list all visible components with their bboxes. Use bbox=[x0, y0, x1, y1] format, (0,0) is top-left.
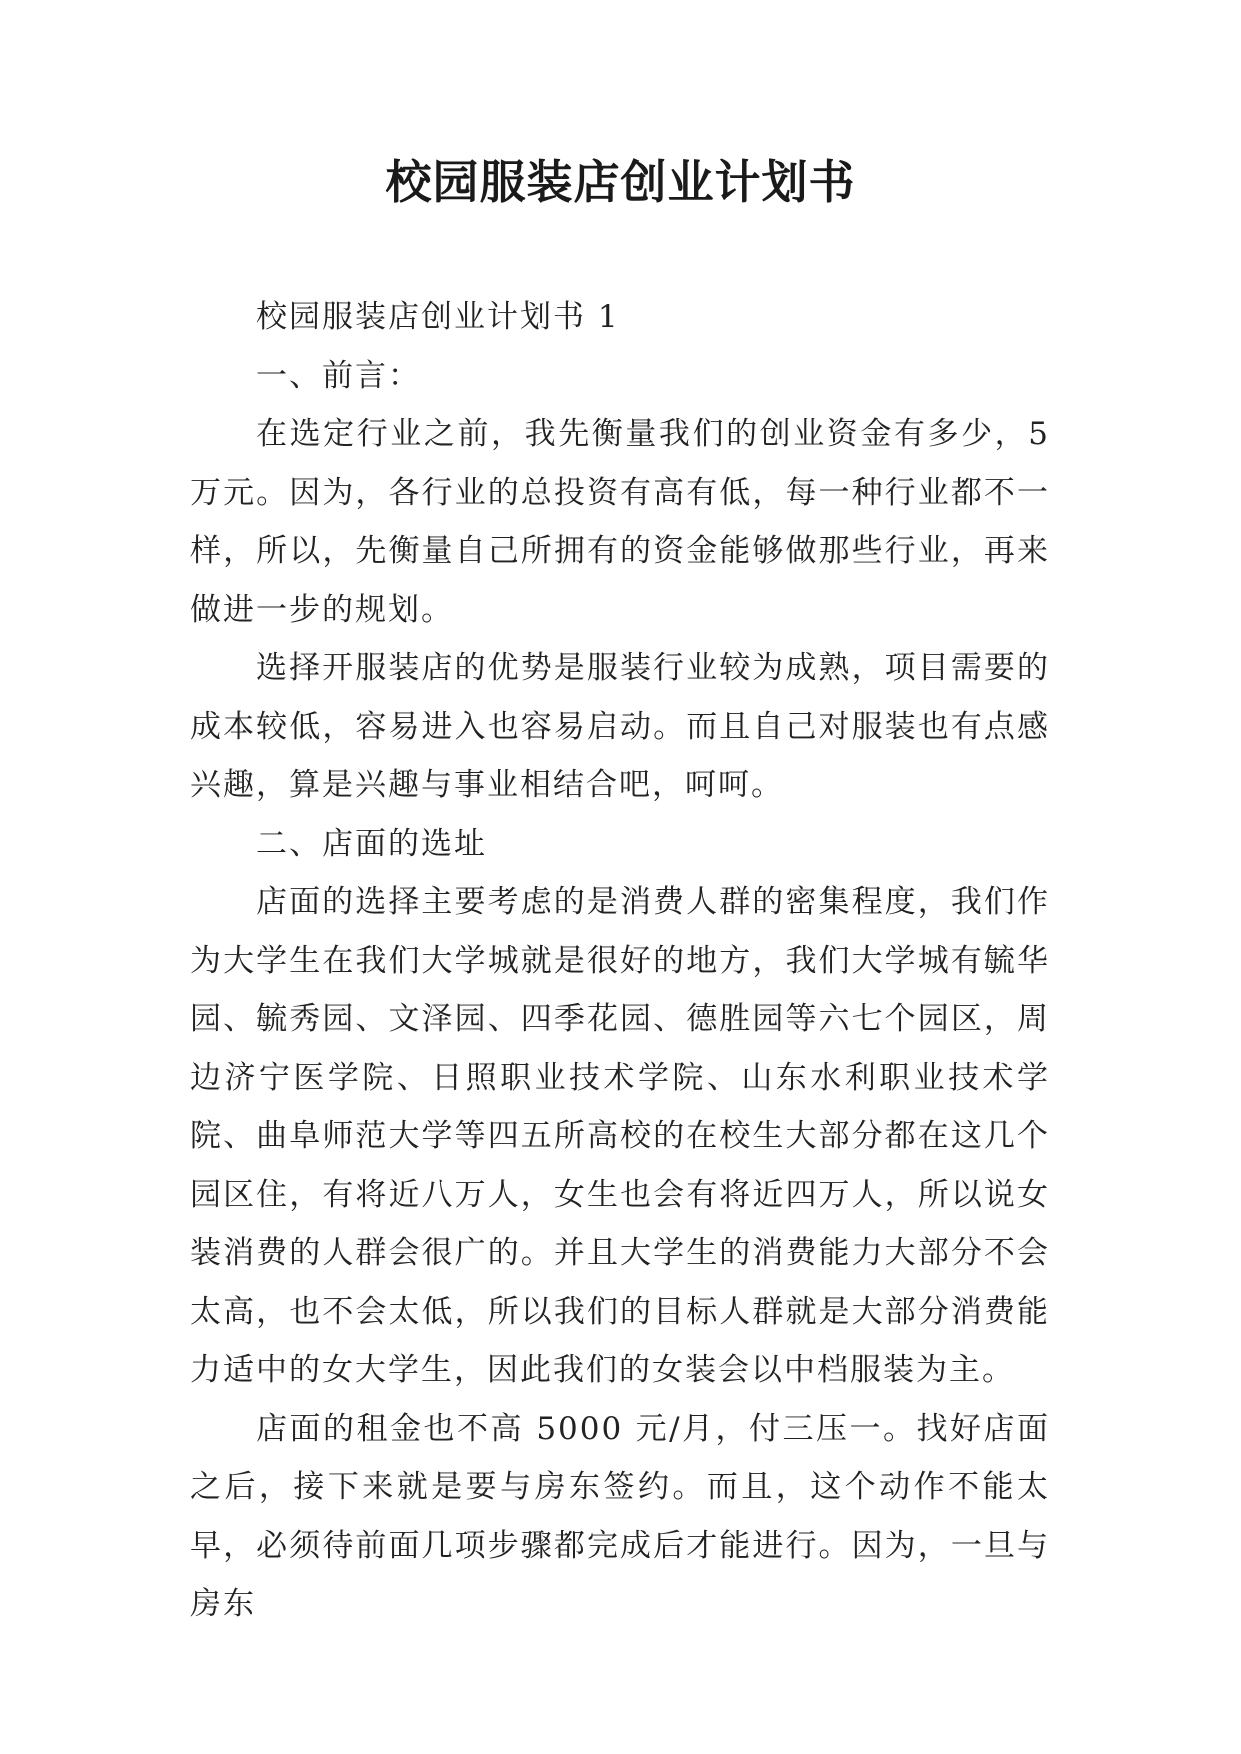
document-body bbox=[190, 288, 1050, 1634]
paragraph-location: 店面的选择主要考虑的是消费人群的密集程度，我们作为大学生在我们大学城就是很好的地方，我们大学城有毓华园、毓秀园、文泽园、四季花园、德胜园等六七个园区，周边济宁医学院、日照职业技术学院、山东水利职业技术学院、曲阜师范大学等四五所高校的在校生大部分都在这几个园区住，有将近八万人，女生也会有将近四万人，所以说女装消费的人群会很广的。并且大学生的消费能力大部分不会太高，也不会太低，所以我们的目标人群就是大部分消费能力适中的女大学生，因此我们的女装会以中档服装为主。 bbox=[190, 884, 1050, 1388]
paragraph-heading-location: 二、店面的选址 bbox=[256, 825, 487, 862]
paragraph-advantage: 选择开服装店的优势是服装行业较为成熟，项目需要的成本较低，容易进入也容易启动。而且自己对服装也有点感兴趣，算是兴趣与事业相结合吧，呵呵。 bbox=[190, 650, 1050, 803]
document-title: 校园服装店创业计划书 bbox=[385, 155, 856, 209]
paragraph-rent: 店面的租金也不高 5000 元/月，付三压一。找好店面之后，接下来就是要与房东签约。而且，这个动作不能太早，必须待前面几项步骤都完成后才能进行。因为，一旦与房东 bbox=[190, 1410, 1050, 1622]
paragraph-subtitle: 校园服装店创业计划书 1 bbox=[256, 299, 620, 335]
paragraph-heading-preface: 一、前言： bbox=[256, 357, 421, 394]
paragraph-capital: 在选定行业之前，我先衡量我们的创业资金有多少，5 万元。因为，各行业的总投资有高有低，每一种行业都不一样，所以，先衡量自己所拥有的资金能够做那些行业，再来做进一步的规划。 bbox=[190, 416, 1050, 628]
